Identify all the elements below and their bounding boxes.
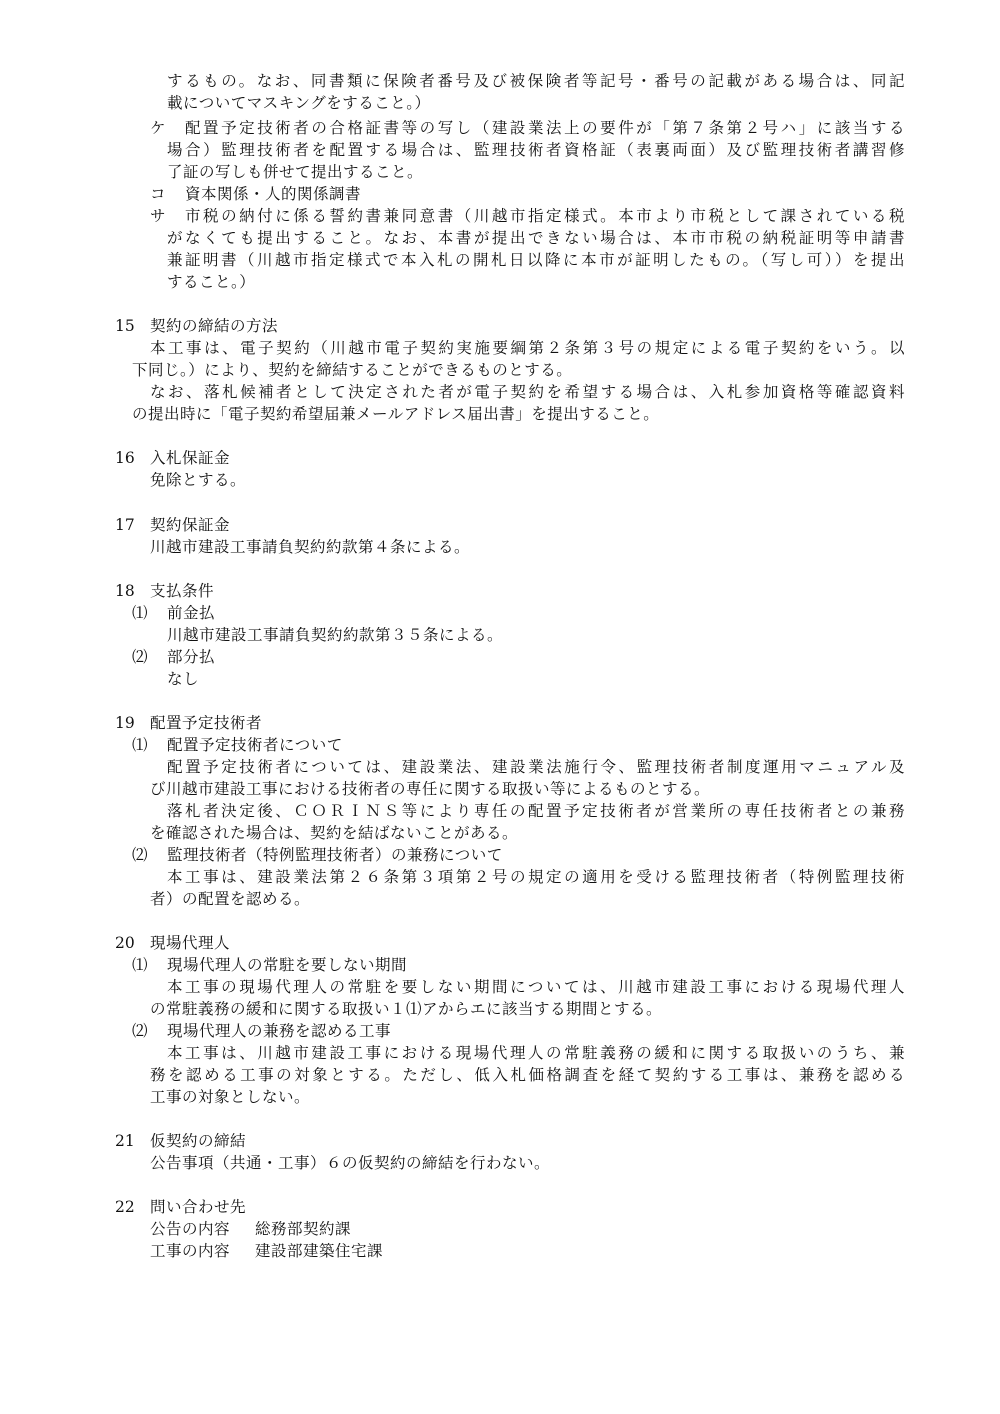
section-18-item-2-marker: ⑵	[132, 648, 148, 666]
item-ke-line-2: 場合）監理技術者を配置する場合は、監理技術者資格証（表裏両面）及び監理技術者講習修	[167, 141, 905, 159]
section-20-item-1-marker: ⑴	[132, 956, 148, 974]
section-18-item-2-body: なし	[167, 670, 200, 688]
contact-1-label: 公告の内容	[150, 1220, 231, 1238]
section-15-number: 15	[115, 317, 135, 335]
section-20-heading: 現場代理人	[150, 934, 231, 952]
intro-cont-line-1: するもの。なお、同書類に保険者番号及び被保険者等記号・番号の記載がある場合は、同記	[167, 72, 905, 90]
section-19-item-1-heading: 配置予定技術者について	[167, 736, 343, 754]
section-15-heading: 契約の締結の方法	[150, 317, 279, 335]
section-20-item-2-line-2: 務を認める工事の対象とする。ただし、低入札価格調査を経て契約する工事は、兼務を認める	[150, 1066, 905, 1084]
section-20-item-1-heading: 現場代理人の常駐を要しない期間	[167, 956, 408, 974]
section-18-item-2-heading: 部分払	[167, 648, 216, 666]
section-19-item-1-marker: ⑴	[132, 736, 148, 754]
section-19-item-1-p2-line-1: 落札者決定後、ＣＯＲＩＮＳ等により専任の配置予定技術者が営業所の専任技術者との兼務	[167, 802, 905, 820]
section-15-p2-line-2: の提出時に「電子契約希望届兼メールアドレス届出書」を提出すること。	[132, 405, 660, 423]
section-21-number: 21	[115, 1132, 135, 1150]
section-20-item-2-heading: 現場代理人の兼務を認める工事	[167, 1022, 392, 1040]
section-20-item-1-line-1: 本工事の現場代理人の常駐を要しない期間については、川越市建設工事における現場代理人	[167, 978, 905, 996]
section-22-heading: 問い合わせ先	[150, 1198, 247, 1216]
intro-cont-line-2: 載についてマスキングをすること。）	[167, 94, 431, 112]
item-sa-line-4: すること。）	[167, 273, 256, 291]
section-19-item-1-p2-line-2: を確認された場合は、契約を結ばないことがある。	[150, 824, 519, 842]
section-18-item-1-marker: ⑴	[132, 604, 148, 622]
section-19-item-2-line-1: 本工事は、建設業法第２６条第３項第２号の規定の適用を受ける監理技術者（特例監理技術	[167, 868, 905, 886]
item-ke-marker: ケ	[150, 119, 166, 137]
section-16-heading: 入札保証金	[150, 449, 231, 467]
section-20-item-2-marker: ⑵	[132, 1022, 148, 1040]
item-sa-line-3: 兼証明書（川越市指定様式で本入札の開札日以降に本市が証明したもの。（写し可））を提出	[167, 251, 905, 269]
contact-2-value: 建設部建築住宅課	[255, 1242, 384, 1260]
item-ke-line-1: 配置予定技術者の合格証書等の写し（建設業法上の要件が「第７条第２号ハ」に該当する	[185, 119, 905, 137]
section-19-item-1-p1-line-1: 配置予定技術者については、建設業法、建設業法施行令、監理技術者制度運用マニュアル及	[167, 758, 905, 776]
section-18-number: 18	[115, 582, 135, 600]
section-22-number: 22	[115, 1198, 135, 1216]
section-15-p2-line-1: なお、落札候補者として決定された者が電子契約を希望する場合は、入札参加資格等確認資料	[150, 383, 905, 401]
section-17-heading: 契約保証金	[150, 516, 231, 534]
item-ko-text: 資本関係・人的関係調書	[185, 185, 362, 203]
section-21-heading: 仮契約の締結	[150, 1132, 247, 1150]
section-15-p1-line-2: 下同じ。）により、契約を締結することができるものとする。	[132, 361, 573, 379]
item-sa-line-1: 市税の納付に係る誓約書兼同意書（川越市指定様式。本市より市税として課されている税	[185, 207, 905, 225]
section-21-body: 公告事項（共通・工事）６の仮契約の締結を行わない。	[150, 1154, 551, 1172]
section-20-item-1-line-2: の常駐義務の緩和に関する取扱い１⑴アからエに該当する期間とする。	[150, 1000, 663, 1018]
section-18-item-1-body: 川越市建設工事請負契約約款第３５条による。	[167, 626, 504, 644]
item-sa-marker: サ	[150, 207, 166, 225]
section-16-body: 免除とする。	[150, 471, 247, 489]
section-16-number: 16	[115, 449, 135, 467]
contact-2-label: 工事の内容	[150, 1242, 231, 1260]
section-19-number: 19	[115, 714, 135, 732]
section-18-heading: 支払条件	[150, 582, 215, 600]
section-17-number: 17	[115, 516, 135, 534]
item-ko-marker: コ	[150, 185, 166, 203]
contact-1-value: 総務部契約課	[255, 1220, 352, 1238]
section-19-item-2-heading: 監理技術者（特例監理技術者）の兼務について	[167, 846, 503, 864]
section-19-item-1-p1-line-2: び川越市建設工事における技術者の専任に関する取扱い等によるものとする。	[150, 780, 711, 798]
section-20-number: 20	[115, 934, 135, 952]
section-19-item-2-line-2: 者）の配置を認める。	[150, 890, 311, 908]
section-19-heading: 配置予定技術者	[150, 714, 263, 732]
section-19-item-2-marker: ⑵	[132, 846, 148, 864]
section-17-body: 川越市建設工事請負契約約款第４条による。	[150, 538, 471, 556]
item-sa-line-2: がなくても提出すること。なお、本書が提出できない場合は、本市市税の納税証明等申請書	[167, 229, 905, 247]
section-18-item-1-heading: 前金払	[167, 604, 216, 622]
item-ke-line-3: 了証の写しも併せて提出すること。	[167, 163, 424, 181]
section-15-p1-line-1: 本工事は、電子契約（川越市電子契約実施要綱第２条第３号の規定による電子契約をいう。以	[150, 339, 905, 357]
section-20-item-2-line-3: 工事の対象としない。	[150, 1088, 311, 1106]
section-20-item-2-line-1: 本工事は、川越市建設工事における現場代理人の常駐義務の緩和に関する取扱いのうち、兼	[167, 1044, 905, 1062]
